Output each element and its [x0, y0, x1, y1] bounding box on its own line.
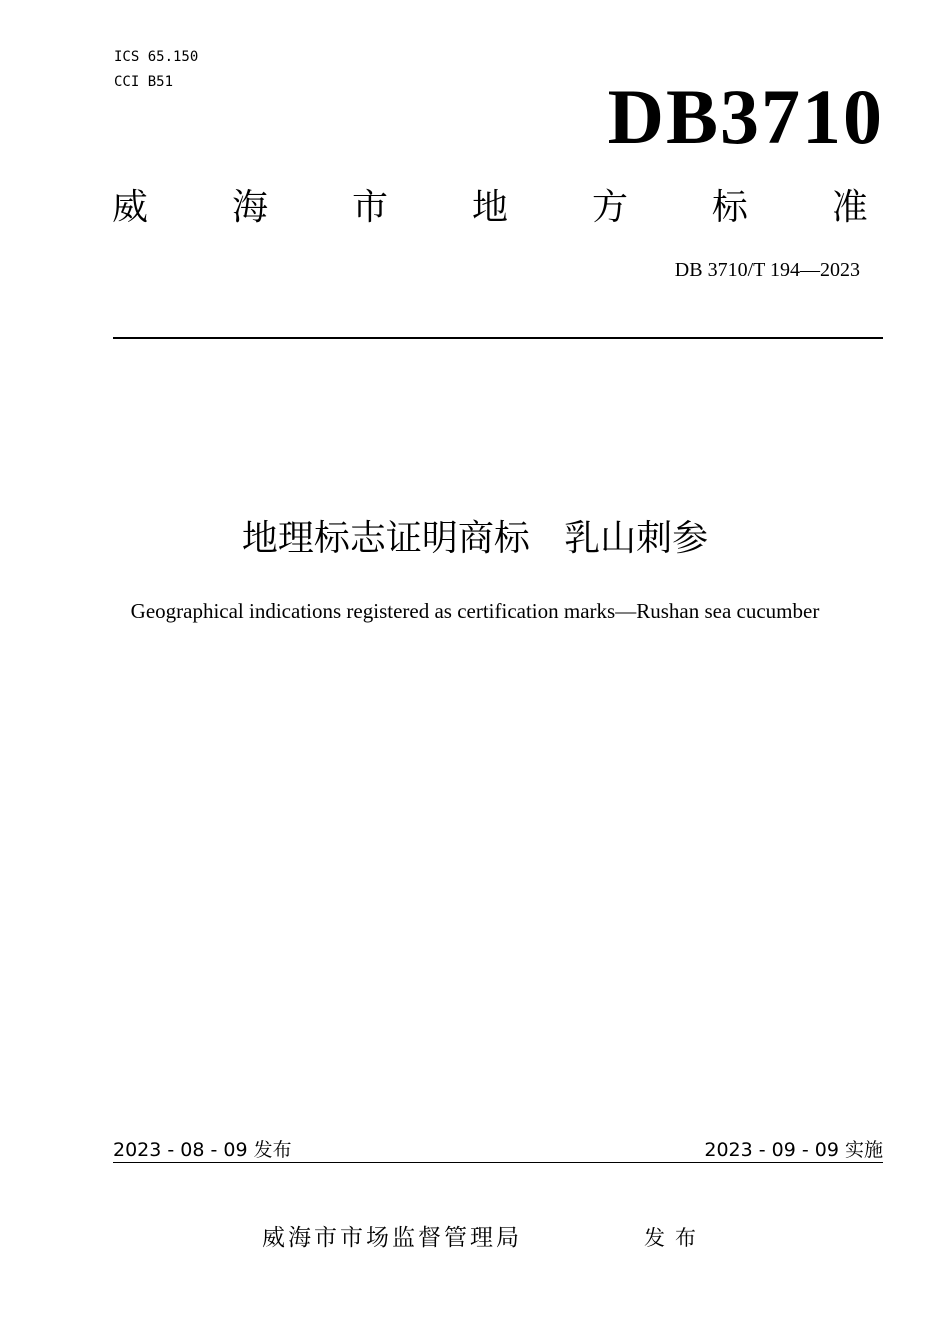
standard-type-char: 海 — [231, 187, 268, 228]
standard-number: DB 3710/T 194—2023 — [674, 259, 860, 281]
issued-label: 发布 — [644, 1226, 706, 1250]
issuing-authority: 威海市市场监督管理局 — [262, 1225, 522, 1251]
title-chinese: 地理标志证明商标 乳山刺参 — [241, 518, 709, 559]
standard-type — [112, 186, 868, 230]
standard-type-char: 地 — [471, 187, 508, 228]
standard-type-char: 方 — [591, 187, 628, 228]
bottom-divider — [113, 1162, 883, 1163]
implementation-date: 2023 - 09 - 09 实施 — [704, 1139, 883, 1161]
ics-code: ICS 65.150 — [114, 49, 199, 65]
title-english: Geographical indications registered as certification marks—Rushan sea cucumber — [130, 599, 820, 623]
standard-type-char: 标 — [711, 187, 748, 228]
standard-code: DB3710 — [607, 73, 884, 160]
standard-type-char: 准 — [831, 187, 868, 228]
top-divider — [113, 337, 883, 339]
standard-type-char: 威 — [112, 187, 149, 228]
issue-date: 2023 - 08 - 09 发布 — [113, 1139, 292, 1161]
ccs-code: CCI B51 — [114, 74, 174, 90]
standard-type-char: 市 — [351, 187, 388, 228]
